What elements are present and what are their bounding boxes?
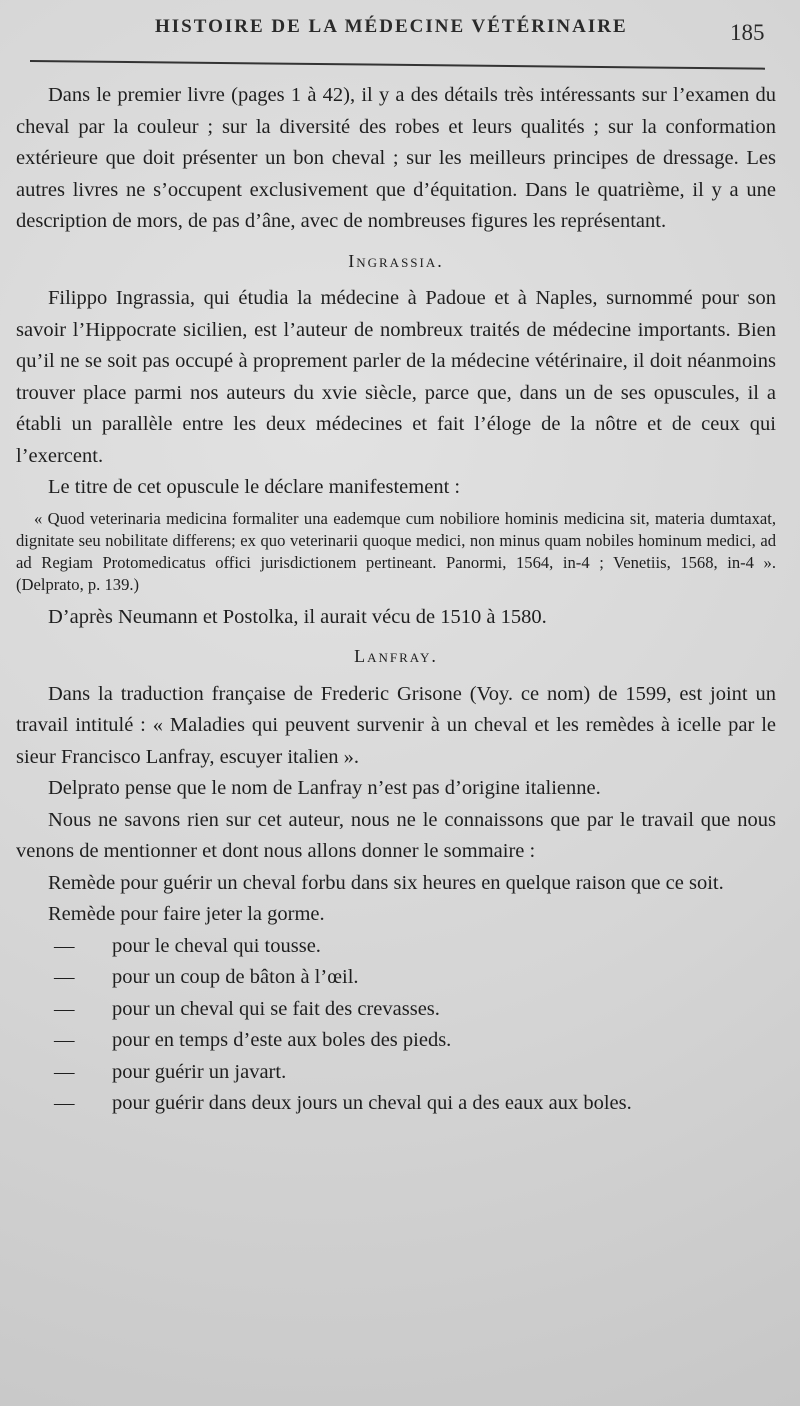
latin-quote: « Quod veterinaria medicina formaliter una eademque cum nobiliore hominis medicina sit, materia dumtaxat, dignitate seu nobilitate differens; ex quo veterinarii quoque medici, non minus quam nobiles hominum medici, ad ad Regiam Protomedicatus offici jurisdictionem pertineant. Panormi, 1564, in-4 ; Venetiis, 1568, in-4 ». (Delprato, p. 139.) — [16, 508, 776, 594]
paragraph-titre-opuscule: Le titre de cet opuscule le déclare manifestement : — [48, 476, 461, 498]
dash-mark: — — [54, 997, 75, 1020]
page-header — [0, 0, 800, 75]
heading-ingrassia: Ingrassia. — [348, 250, 444, 271]
list-item-text: pour un cheval qui se fait des crevasses. — [112, 997, 440, 1020]
list-item-text: pour le cheval qui tousse. — [112, 934, 321, 957]
header-rule — [30, 60, 765, 70]
page-body — [16, 80, 776, 1120]
paragraph-remede-forbu: Remède pour guérir un cheval forbu dans six heures en quelque raison que ce soit. — [48, 871, 724, 894]
paragraph-delprato: Delprato pense que le nom de Lanfray n’est pas d’origine italienne. — [48, 777, 601, 799]
list-item — [16, 1088, 776, 1120]
paragraph-neumann: D’après Neumann et Postolka, il aurait vécu de 1510 à 1580. — [48, 605, 547, 628]
list-item-text: pour en temps d’este aux boles des pieds. — [112, 1029, 452, 1051]
dash-mark: — — [54, 1029, 75, 1051]
dash-mark: — — [54, 966, 75, 988]
page-number: 185 — [730, 20, 765, 45]
list-item-text: pour guérir dans deux jours un cheval qui a des eaux aux boles. — [112, 1092, 632, 1114]
list-item-text: pour guérir un javart. — [112, 1060, 287, 1083]
list-item — [16, 962, 776, 994]
paragraph-traduction: Dans la traduction française de Frederic Grisone (Voy. ce nom) de 1599, est joint un travail intitulé : « Maladies qui peuvent survenir à un cheval et les remèdes à icelle par le sieur Francisco Lanfray, escuyer italien ». — [16, 682, 776, 768]
list-item-text: pour un coup de bâton à l’œil. — [112, 966, 359, 988]
list-item — [16, 931, 776, 963]
list-item — [16, 1025, 776, 1057]
dash-mark: — — [54, 934, 75, 957]
paragraph-premier-livre: Dans le premier livre (pages 1 à 42), il y a des détails très intéressants sur l’examen du cheval par la couleur ; sur la diversité des robes et leurs qualités ; sur la conformation extérieure que doit présenter un bon cheval ; sur les meilleurs principes de dressage. Les autres livres ne s’occupent exclusivement que d’équitation. Dans le quatrième, il y a une description de mors, de pas d’âne, avec de nombreuses figures les représentant. — [16, 84, 776, 232]
paragraph-remede-gorme: Remède pour faire jeter la gorme. — [48, 903, 325, 925]
dash-mark: — — [54, 1060, 75, 1083]
list-item — [16, 1057, 776, 1089]
dash-mark: — — [54, 1092, 75, 1114]
list-item — [16, 994, 776, 1026]
paragraph-sommaire: Nous ne savons rien sur cet auteur, nous ne le connaissons que par le travail que nous venons de mentionner et dont nous allons donner le sommaire : — [16, 808, 776, 862]
paragraph-ingrassia: Filippo Ingrassia, qui étudia la médecine à Padoue et à Naples, surnommé pour son savoir l’Hippocrate sicilien, est l’auteur de nombreux traités de médecine importants. Bien qu’il ne se soit pas occupé à proprement parler de la médecine vétérinaire, il doit néanmoins trouver place parmi nos auteurs du xvie siècle, parce que, dans un de ses opuscules, il a établi un parallèle entre les deux médecines et fait l’éloge de la nôtre et de ceux qui l’exercent. — [16, 287, 776, 467]
running-title: HISTOIRE DE LA MÉDECINE VÉTÉRINAIRE — [155, 16, 628, 37]
heading-lanfray: Lanfray. — [354, 646, 438, 666]
